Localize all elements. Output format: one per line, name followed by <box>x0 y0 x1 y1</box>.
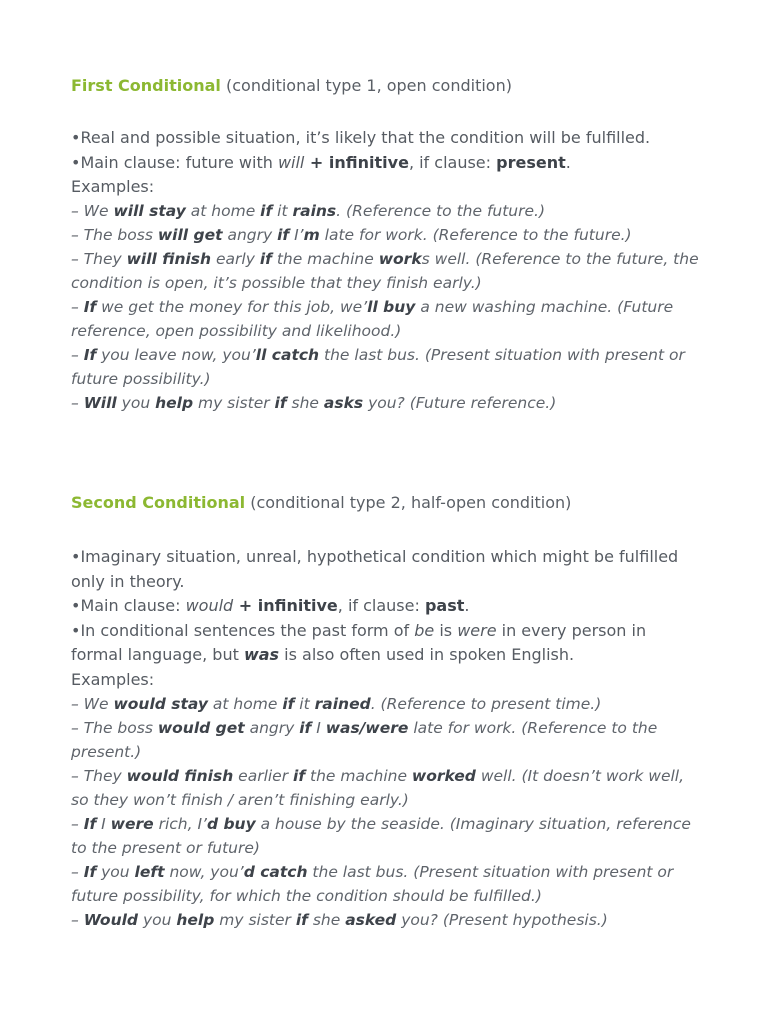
first-examples <box>71 199 701 415</box>
text-segment: she <box>286 394 324 412</box>
text-segment: – We <box>71 202 114 220</box>
text-segment: you? (Future reference.) <box>363 394 557 412</box>
bold-text: + infinitive <box>233 596 338 615</box>
italic-text: were <box>457 620 497 640</box>
text-segment: – <box>71 814 84 833</box>
example-sentence <box>71 391 701 415</box>
text-segment: •Imaginary situation, unreal, hypothetical condition which might be fulfilled only in theory. <box>71 547 679 591</box>
bold-text: if <box>277 226 290 244</box>
second-bullets <box>71 545 701 668</box>
bold-text: work <box>378 250 422 268</box>
text-segment: , if clause: <box>337 596 425 615</box>
text-segment: late for work. (Reference to the future.) <box>319 226 632 244</box>
heading-title: First Conditional <box>71 76 221 95</box>
text-segment: earlier <box>233 766 294 785</box>
text-segment: late for work. (Reference to the present.) <box>71 718 658 761</box>
text-segment: – <box>71 910 84 929</box>
bold-text: + infinitive <box>304 152 409 172</box>
text-segment: •Main clause: <box>71 596 186 615</box>
text-segment: the last bus. (Present situation with present or future possibility.) <box>71 346 685 388</box>
bullet-line <box>71 126 701 151</box>
text-segment: rich, I’ <box>153 814 207 833</box>
text-segment: I <box>96 814 111 833</box>
bold-text: m <box>303 226 320 244</box>
bold-text: was <box>243 645 280 664</box>
text-segment: a new washing machine. (Future reference, open possibility and likelihood.) <box>71 298 674 340</box>
second-conditional-heading <box>71 491 701 515</box>
bold-text: ll catch <box>255 346 320 364</box>
text-segment: – They <box>71 766 127 785</box>
text-segment: – <box>71 394 84 412</box>
heading-title: Second Conditional <box>71 493 246 512</box>
text-segment: we get the money for this job, we’ <box>96 298 368 316</box>
second-conditional-section <box>71 491 701 932</box>
first-conditional-heading <box>71 74 701 98</box>
text-segment: is also often used in spoken English. <box>279 645 575 664</box>
example-sentence <box>71 343 701 391</box>
text-segment: you <box>116 394 156 412</box>
italic-text: be <box>414 620 435 640</box>
first-conditional-section <box>71 74 701 415</box>
bold-text: present <box>496 152 566 172</box>
bold-text: If <box>83 346 97 364</box>
text-segment: the machine <box>271 250 379 268</box>
bold-text: if <box>299 718 312 737</box>
bold-text: if <box>274 394 287 412</box>
heading-subtitle: (conditional type 2, half-open condition) <box>250 493 572 512</box>
bold-text: help <box>176 910 215 929</box>
text-segment: – We <box>71 694 114 713</box>
text-segment: you? (Present hypothesis.) <box>396 910 608 929</box>
first-bullets <box>71 126 701 175</box>
bold-text: help <box>155 394 194 412</box>
text-segment: early <box>211 250 260 268</box>
text-segment: . <box>464 596 470 615</box>
example-sentence <box>71 860 701 908</box>
text-segment: in every person in formal language, but <box>71 620 647 664</box>
text-segment: – The boss <box>71 226 158 244</box>
bold-text: worked <box>411 766 476 785</box>
text-segment: a house by the seaside. (Imaginary situation, reference to the present or future) <box>71 814 691 857</box>
example-sentence <box>71 199 701 223</box>
text-segment: you <box>96 862 135 881</box>
text-segment: •Main clause: future with <box>71 152 278 172</box>
bold-text: would get <box>157 718 245 737</box>
text-segment: you leave now, you’ <box>96 346 256 364</box>
bold-text: would finish <box>126 766 234 785</box>
example-sentence <box>71 812 701 860</box>
heading-subtitle: (conditional type 1, open condition) <box>226 76 512 95</box>
text-segment: •In conditional sentences the past form of <box>71 620 415 640</box>
bold-text: asked <box>345 910 397 929</box>
bold-text: ll buy <box>367 298 416 316</box>
bold-text: asks <box>323 394 364 412</box>
bold-text: if <box>260 202 273 220</box>
text-segment: is <box>434 620 458 640</box>
text-segment: at home <box>208 694 283 713</box>
bold-text: If <box>83 862 97 881</box>
text-segment: she <box>307 910 346 929</box>
italic-text: will <box>277 152 305 172</box>
bold-text: If <box>83 814 97 833</box>
bold-text: if <box>293 766 306 785</box>
bold-text: d catch <box>243 862 308 881</box>
bold-text: if <box>295 910 308 929</box>
text-segment: – <box>71 298 84 316</box>
example-sentence <box>71 223 701 247</box>
text-segment: my sister <box>193 394 275 412</box>
text-segment: – The boss <box>71 718 158 737</box>
bullet-line <box>71 619 701 668</box>
bold-text: Will <box>83 394 117 412</box>
text-segment: – They <box>71 250 127 268</box>
bold-text: d buy <box>206 814 256 833</box>
example-sentence <box>71 247 701 295</box>
bold-text: will stay <box>113 202 186 220</box>
example-sentence <box>71 908 701 932</box>
text-segment: angry <box>222 226 278 244</box>
text-segment: s well. (Reference to the future, the condition is open, it’s possible that they finish early.) <box>71 250 699 292</box>
bold-text: would stay <box>113 694 208 713</box>
bold-text: were <box>110 814 154 833</box>
text-segment: I <box>311 718 326 737</box>
example-sentence <box>71 295 701 343</box>
examples-label: Examples: <box>71 669 155 689</box>
italic-text: would <box>185 596 234 615</box>
examples-label: Examples: <box>71 177 155 196</box>
second-examples <box>71 692 701 932</box>
text-segment: – <box>71 862 84 881</box>
bold-text: Would <box>83 910 139 929</box>
text-segment: you <box>138 910 177 929</box>
text-segment: . <box>565 152 571 172</box>
text-segment: angry <box>244 718 300 737</box>
text-segment: my sister <box>214 910 296 929</box>
bold-text: rains <box>292 202 337 220</box>
text-segment: I’ <box>289 226 304 244</box>
bold-text: left <box>134 862 165 881</box>
bullet-line <box>71 151 701 176</box>
bold-text: past <box>424 596 465 615</box>
text-segment: at home <box>185 202 261 220</box>
text-segment: it <box>294 694 315 713</box>
text-segment: , if clause: <box>408 152 497 172</box>
text-segment: now, you’ <box>164 862 244 881</box>
text-segment: the last bus. (Present situation with present or future possibility, for which the condition should be fulfilled.) <box>71 862 674 905</box>
text-segment: well. (It doesn’t work well, so they won’t finish / aren’t finishing early.) <box>71 766 685 809</box>
bold-text: rained <box>314 694 371 713</box>
example-sentence <box>71 764 701 812</box>
bullet-line <box>71 594 701 619</box>
example-sentence <box>71 692 701 716</box>
bold-text: was/were <box>325 718 409 737</box>
text-segment: . (Reference to present time.) <box>370 694 602 713</box>
example-sentence <box>71 716 701 764</box>
bold-text: If <box>83 298 97 316</box>
bold-text: if <box>282 694 295 713</box>
bold-text: will get <box>157 226 223 244</box>
text-segment: it <box>272 202 293 220</box>
text-segment: the machine <box>305 766 412 785</box>
text-segment: – <box>71 346 84 364</box>
text-segment: •Real and possible situation, it’s likely that the condition will be fulfilled. <box>71 128 651 147</box>
bold-text: will finish <box>126 250 212 268</box>
text-segment: . (Reference to the future.) <box>336 202 546 220</box>
bold-text: if <box>259 250 272 268</box>
bullet-line <box>71 545 701 594</box>
